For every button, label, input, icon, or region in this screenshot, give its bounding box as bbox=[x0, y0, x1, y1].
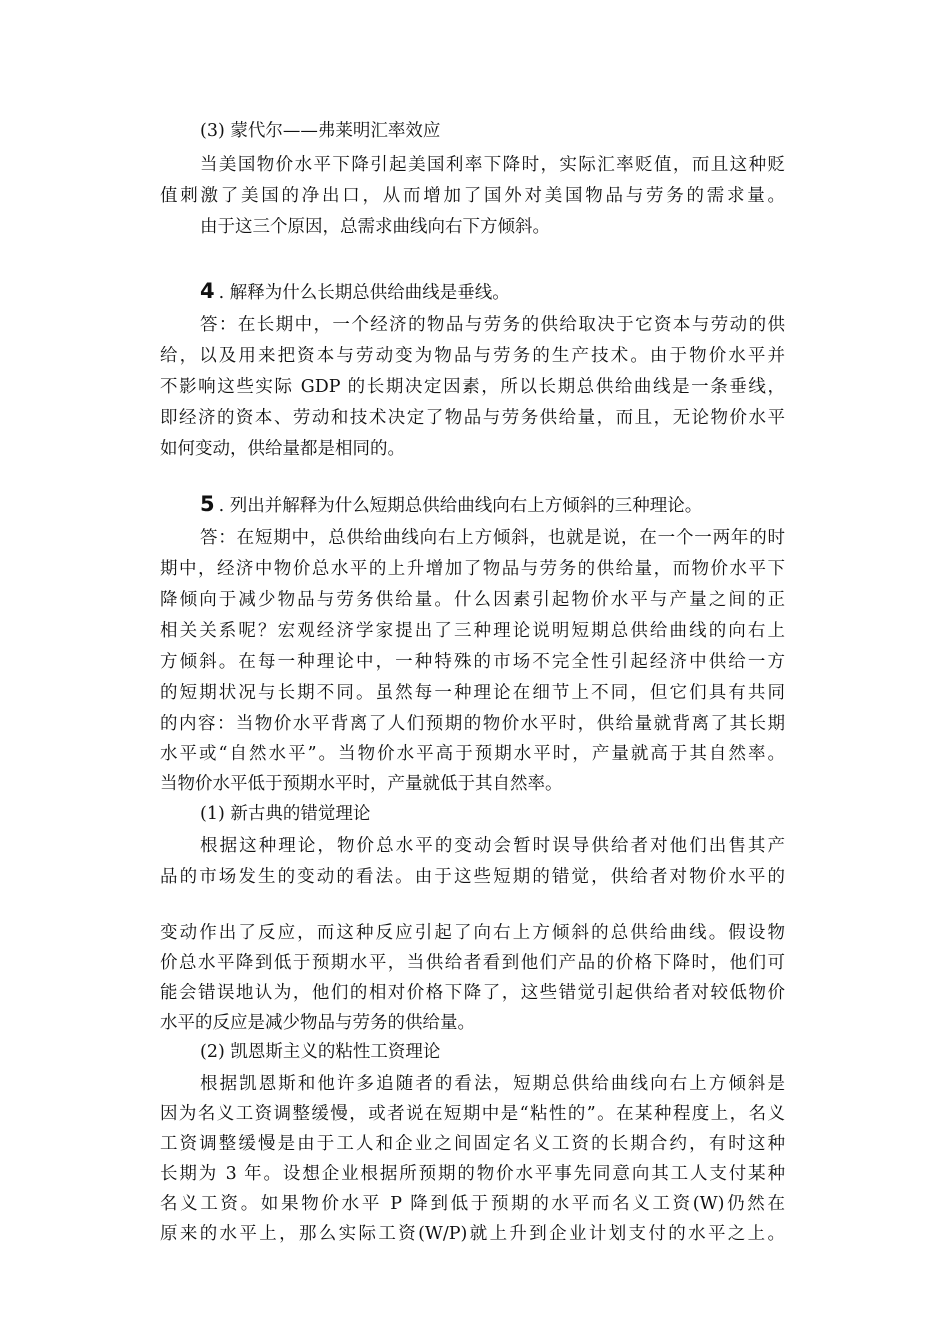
q5-sub1-line: 根据这种理论，物价总水平的变动会暂时误导供给者对他们出售其产 bbox=[200, 836, 785, 856]
q5-answer-line: 相关关系呢？宏观经济学家提出了三种理论说明短期总供给曲线的向右上 bbox=[160, 621, 785, 641]
q4-answer-line: 答：在长期中，一个经济的物品与劳务的供给取决于它资本与劳动的供 bbox=[200, 315, 785, 335]
q5-answer-line: 当物价水平低于预期水平时，产量就低于其自然率。 bbox=[160, 774, 563, 794]
q5-sub1-line: 品的市场发生的变动的看法。由于这些短期的错觉，供给者对物价水平的 bbox=[160, 867, 785, 887]
q4-answer-line: 不影响这些实际 GDP 的长期决定因素，所以长期总供给曲线是一条垂线， bbox=[160, 377, 785, 397]
q5-sub2-line: 名义工资。如果物价水平 P 降到低于预期的水平而名义工资(W)仍然在 bbox=[160, 1194, 785, 1214]
q5-sub2-line: 原来的水平上，那么实际工资(W/P)就上升到企业计划支付的水平之上。 bbox=[160, 1224, 785, 1244]
q5-answer-line: 期中，经济中物价总水平的上升增加了物品与劳务的供给量，而物价水平下 bbox=[160, 559, 785, 579]
q4-number: 4 bbox=[200, 279, 215, 303]
q5-sub2-line: 工资调整缓慢是由于工人和企业之间固定名义工资的长期合约，有时这种 bbox=[160, 1134, 785, 1154]
q5-answer-line: 的内容：当物价水平背离了人们预期的物价水平时，供给量就背离了其长期 bbox=[160, 714, 785, 734]
q5-sub1-line: 能会错误地认为，他们的相对价格下降了，这些错觉引起供给者对较低物价 bbox=[160, 983, 785, 1003]
q5-answer-line: 答：在短期中，总供给曲线向右上方倾斜，也就是说，在一个一两年的时 bbox=[200, 528, 785, 548]
q5-sub2-title: (2) 凯恩斯主义的粘性工资理论 bbox=[200, 1042, 441, 1062]
section3-title: (3) 蒙代尔——弗莱明汇率效应 bbox=[200, 121, 441, 141]
q5-sub1-line: 变动作出了反应，而这种反应引起了向右上方倾斜的总供给曲线。假设物 bbox=[160, 923, 785, 943]
q5-sub1-title: (1) 新古典的错觉理论 bbox=[200, 804, 371, 824]
q4-heading bbox=[200, 279, 510, 305]
q5-heading bbox=[200, 492, 702, 518]
q5-answer-line: 降倾向于减少物品与劳务供给量。什么因素引起物价水平与产量之间的正 bbox=[160, 590, 785, 610]
q5-sub2-line: 根据凯恩斯和他许多追随者的看法，短期总供给曲线向右上方倾斜是 bbox=[200, 1074, 785, 1094]
q5-sub1-line: 水平的反应是减少物品与劳务的供给量。 bbox=[160, 1013, 475, 1033]
q5-sub2-line: 长期为 3 年。设想企业根据所预期的物价水平事先同意向其工人支付某种 bbox=[160, 1164, 785, 1184]
section3-line: 由于这三个原因，总需求曲线向右下方倾斜。 bbox=[200, 217, 550, 237]
q5-answer-line: 的短期状况与长期不同。虽然每一种理论在细节上不同，但它们具有共同 bbox=[160, 683, 785, 703]
q4-answer-line: 即经济的资本、劳动和技术决定了物品与劳务供给量，而且，无论物价水平 bbox=[160, 408, 785, 428]
section3-line: 值刺激了美国的净出口，从而增加了国外对美国物品与劳务的需求量。 bbox=[160, 186, 785, 206]
q4-question: . 解释为什么长期总供给曲线是垂线。 bbox=[218, 283, 510, 303]
q5-sub2-line: 因为名义工资调整缓慢，或者说在短期中是“粘性的”。在某种程度上，名义 bbox=[160, 1104, 785, 1124]
q4-answer-line: 给，以及用来把资本与劳动变为物品与劳务的生产技术。由于物价水平并 bbox=[160, 346, 785, 366]
q5-answer-line: 方倾斜。在每一种理论中，一种特殊的市场不完全性引起经济中供给一方 bbox=[160, 652, 785, 672]
q4-answer-line: 如何变动，供给量都是相同的。 bbox=[160, 439, 405, 459]
q5-question: . 列出并解释为什么短期总供给曲线向右上方倾斜的三种理论。 bbox=[218, 496, 703, 516]
q5-number: 5 bbox=[200, 492, 215, 516]
q5-answer-line: 水平或“自然水平”。当物价水平高于预期水平时，产量就高于其自然率。 bbox=[160, 744, 785, 764]
q5-sub1-line: 价总水平降到低于预期水平，当供给者看到他们产品的价格下降时，他们可 bbox=[160, 953, 785, 973]
section3-line: 当美国物价水平下降引起美国利率下降时，实际汇率贬值，而且这种贬 bbox=[200, 155, 785, 175]
